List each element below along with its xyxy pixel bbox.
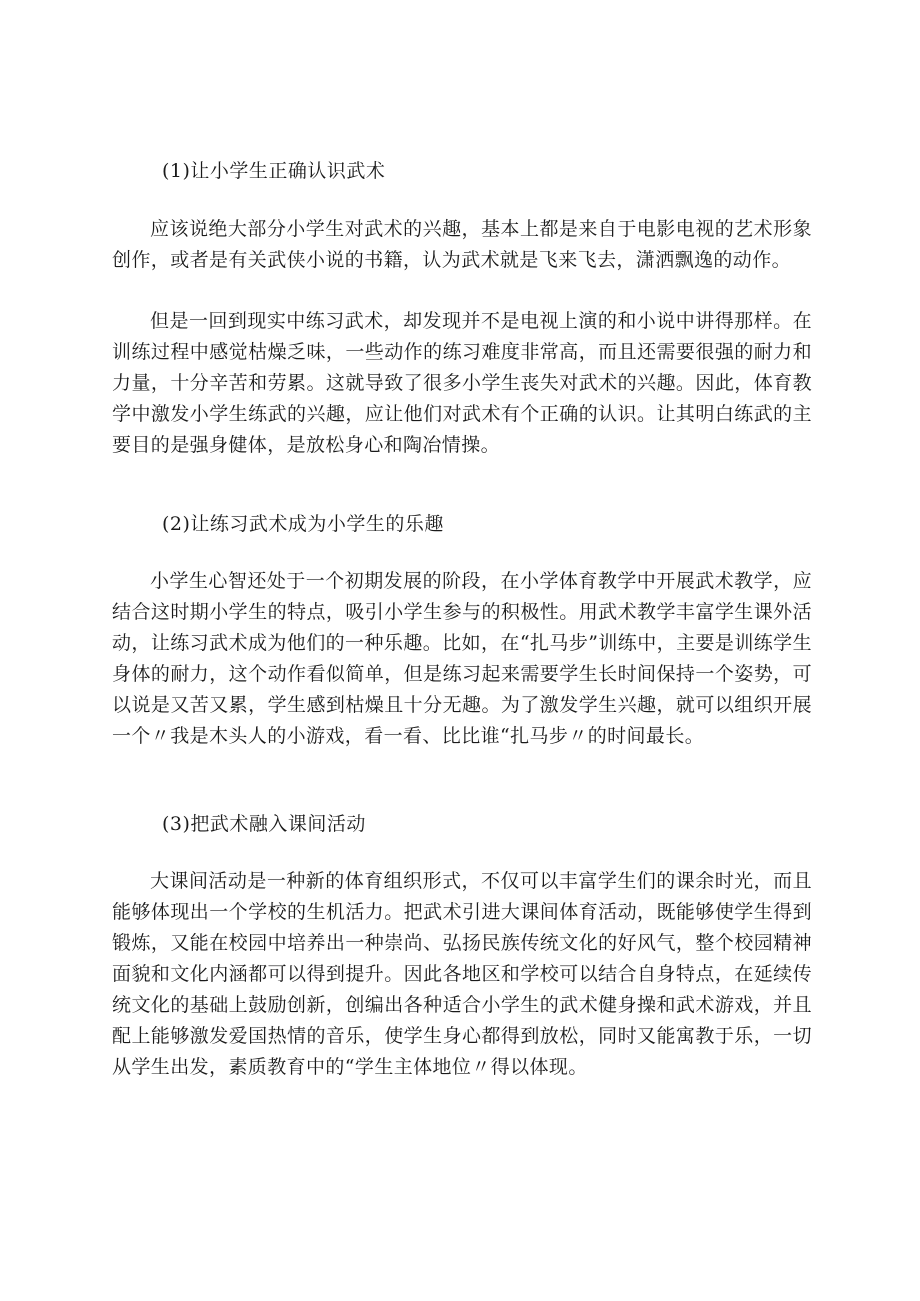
paragraph-3: 小学生心智还处于一个初期发展的阶段，在小学体育教学中开展武术教学，应结合这时期小学生的特点，吸引小学生参与的积极性。用武术教学丰富学生课外活动，让练习武术成为他们的一种乐趣。比如，在“扎马步”训练中，主要是训练学生身体的耐力，这个动作看似简单，但是练习起来需要学生长时间保持一个姿势，可以说是又苦又累，学生感到枯燥且十分无趣。为了激发学生兴趣，就可以组织开展一个〃我是木头人的小游戏，看一看、比比谁“扎马步〃的时间最长。 — [112, 570, 812, 747]
paragraph-4: 大课间活动是一种新的体育组织形式，不仅可以丰富学生们的课余时光，而且能够体现出一个学校的生机活力。把武术引进大课间体育活动，既能够使学生得到锻炼，又能在校园中培养出一种崇尚、弘扬民族传统文化的好风气，整个校园精神面貌和文化内涵都可以得到提升。因此各地区和学校可以结合自身特点，在延续传统文化的基础上鼓励创新，创编出各种适合小学生的武术健身操和武术游戏，并且配上能够激发爱国热情的音乐，使学生身心都得到放松，同时又能寓教于乐，一切从学生出发，素质教育中的“学生主体地位〃得以体现。 — [112, 870, 812, 1078]
section-heading-3: (3)把武术融入课间活动 — [162, 813, 366, 835]
section-heading-2: (2)让练习武术成为小学生的乐趣 — [162, 513, 444, 535]
paragraph-1: 应该说绝大部分小学生对武术的兴趣，基本上都是来自于电影电视的艺术形象创作，或者是有关武侠小说的书籍，认为武术就是飞来飞去，潇洒飘逸的动作。 — [112, 218, 812, 271]
paragraph-2: 但是一回到现实中练习武术，却发现并不是电视上演的和小说中讲得那样。在训练过程中感觉枯燥乏味，一些动作的练习难度非常高，而且还需要很强的耐力和力量，十分辛苦和劳累。这就导致了很多小学生丧失对武术的兴趣。因此，体育教学中激发小学生练武的兴趣，应让他们对武术有个正确的认识。让其明白练武的主要目的是强身健体，是放松身心和陶冶情操。 — [112, 310, 812, 456]
section-heading-1: (1)让小学生正确认识武术 — [162, 160, 386, 182]
